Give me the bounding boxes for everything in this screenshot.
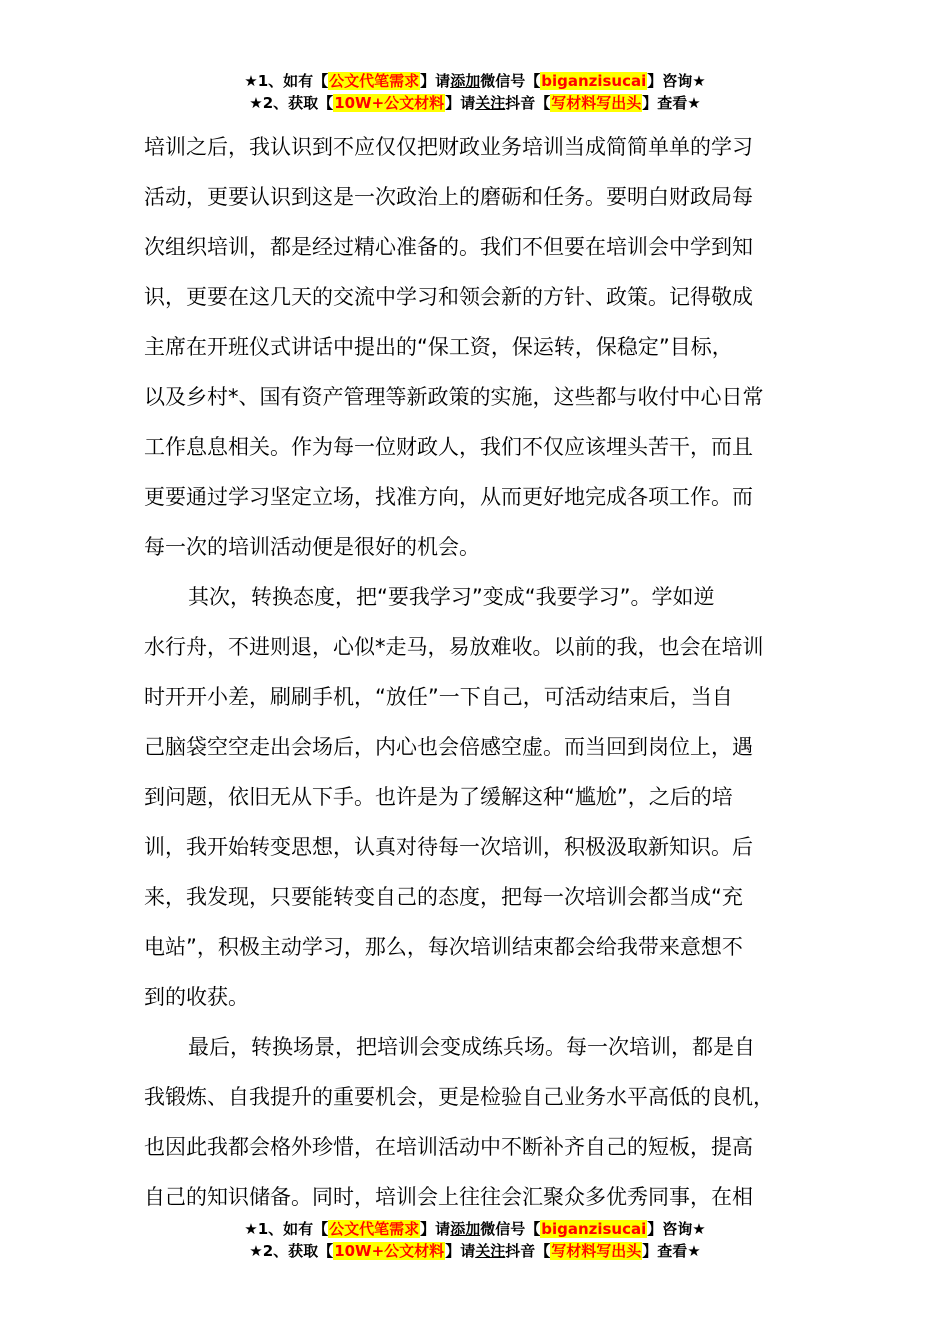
banner-text: 抖音【 xyxy=(505,1242,551,1260)
banner-text: 】咨询★ xyxy=(647,72,706,90)
paragraph-1 xyxy=(144,122,834,572)
banner-text: 】请 xyxy=(445,94,476,112)
banner-text: 】咨询★ xyxy=(647,1220,706,1238)
banner-text: ★2、获取【 xyxy=(249,1242,334,1260)
text-line: 工作息息相关。作为每一位财政人，我们不仅应该埋头苦干，而且 xyxy=(144,435,753,459)
banner-text: 】请 xyxy=(420,72,451,90)
highlight-wechat-id: biganzisucai xyxy=(541,1220,647,1238)
text-line: 我锻炼、自我提升的重要机会，更是检验自己业务水平高低的良机， xyxy=(144,1085,774,1109)
text-line: 水行舟，不进则退，心似*走马，易放难收。以前的我，也会在培训 xyxy=(144,635,764,659)
underlined-text: 关注 xyxy=(475,1242,506,1260)
text-line: 来，我发现，只要能转变自己的态度，把每一次培训会都当成“充 xyxy=(144,885,743,909)
text-line: 每一次的培训活动便是很好的机会。 xyxy=(144,535,480,559)
text-line: 时开开小差，刷刷手机，“放任”一下自己，可活动结束后，当自 xyxy=(144,685,733,709)
header-banner xyxy=(0,70,950,114)
document-body xyxy=(144,122,834,1222)
banner-text: ★1、如有【 xyxy=(244,72,329,90)
banner-text: 】查看★ xyxy=(642,1242,701,1260)
highlight-materials: 10W+公文材料 xyxy=(334,94,445,112)
text-line: 电站”，积极主动学习，那么，每次培训结束都会给我带来意想不 xyxy=(144,935,743,959)
highlight-wechat-id: biganzisucai xyxy=(541,72,647,90)
underlined-text: 关注 xyxy=(475,94,506,112)
banner-text: 】请 xyxy=(420,1220,451,1238)
text-line: 次组织培训，都是经过精心准备的。我们不但要在培训会中学到知 xyxy=(144,235,753,259)
underlined-text: 添加 xyxy=(450,72,481,90)
banner-line-2 xyxy=(0,1240,950,1262)
highlight-douyin-account: 写材料写出头 xyxy=(551,94,642,112)
text-line: 最后，转换场景，把培训会变成练兵场。每一次培训，都是自 xyxy=(188,1035,755,1059)
banner-text: 微信号【 xyxy=(480,1220,541,1238)
text-line: 更要通过学习坚定立场，找准方向，从而更好地完成各项工作。而 xyxy=(144,485,753,509)
highlight-service: 公文代笔需求 xyxy=(329,72,420,90)
banner-text: ★1、如有【 xyxy=(244,1220,329,1238)
text-line: 其次，转换态度，把“要我学习”变成“我要学习”。学如逆 xyxy=(188,585,715,609)
banner-text: 微信号【 xyxy=(480,72,541,90)
text-line: 己脑袋空空走出会场后，内心也会倍感空虚。而当回到岗位上，遇 xyxy=(144,735,753,759)
banner-line-1 xyxy=(0,1218,950,1240)
banner-line-1 xyxy=(0,70,950,92)
banner-text: 抖音【 xyxy=(505,94,551,112)
highlight-douyin-account: 写材料写出头 xyxy=(551,1242,642,1260)
text-line: 主席在开班仪式讲话中提出的“保工资，保运转，保稳定”目标， xyxy=(144,335,733,359)
text-line: 识，更要在这几天的交流中学习和领会新的方针、政策。记得敬成 xyxy=(144,285,753,309)
footer-banner xyxy=(0,1218,950,1262)
highlight-service: 公文代笔需求 xyxy=(329,1220,420,1238)
text-line: 到的收获。 xyxy=(144,985,249,1009)
text-line: 以及乡村*、国有资产管理等新政策的实施，这些都与收付中心日常 xyxy=(144,385,764,409)
banner-text: 】请 xyxy=(445,1242,476,1260)
paragraph-3 xyxy=(144,1022,834,1222)
banner-line-2 xyxy=(0,92,950,114)
text-line: 到问题，依旧无从下手。也许是为了缓解这种“尴尬”，之后的培 xyxy=(144,785,733,809)
text-line: 训，我开始转变思想，认真对待每一次培训，积极汲取新知识。后 xyxy=(144,835,753,859)
text-line: 活动，更要认识到这是一次政治上的磨砺和任务。要明白财政局每 xyxy=(144,185,753,209)
banner-text: ★2、获取【 xyxy=(249,94,334,112)
banner-text: 】查看★ xyxy=(642,94,701,112)
text-line: 培训之后，我认识到不应仅仅把财政业务培训当成简简单单的学习 xyxy=(144,135,753,159)
highlight-materials: 10W+公文材料 xyxy=(334,1242,445,1260)
underlined-text: 添加 xyxy=(450,1220,481,1238)
text-line: 自己的知识储备。同时，培训会上往往会汇聚众多优秀同事，在相 xyxy=(144,1185,753,1209)
paragraph-2 xyxy=(144,572,834,1022)
text-line: 也因此我都会格外珍惜，在培训活动中不断补齐自己的短板，提高 xyxy=(144,1135,753,1159)
